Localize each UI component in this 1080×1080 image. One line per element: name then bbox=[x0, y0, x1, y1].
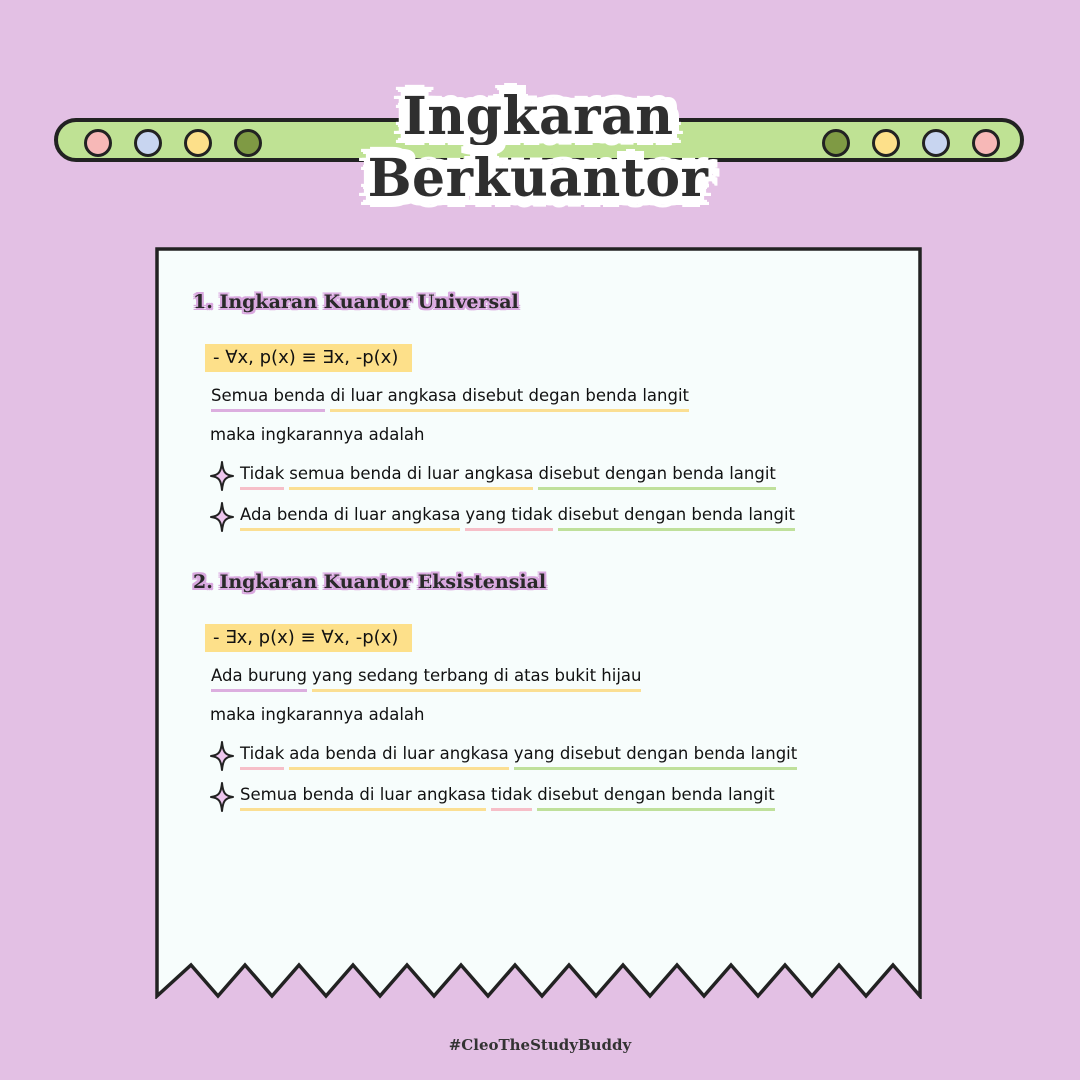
dot-green-right bbox=[822, 129, 850, 157]
sparkle-icon bbox=[210, 782, 234, 812]
bullet-part: yang tidak bbox=[465, 503, 552, 531]
bullet-part: disebut dengan benda langit bbox=[537, 783, 774, 811]
bullet-part: tidak bbox=[491, 783, 532, 811]
example-part: Semua benda bbox=[211, 384, 325, 412]
bullet-part: yang disebut dengan benda langit bbox=[514, 742, 797, 770]
section1-connector: maka ingkarannya adalah bbox=[210, 425, 425, 444]
paper-card bbox=[155, 247, 923, 999]
bullet-part: disebut dengan benda langit bbox=[558, 503, 795, 531]
title-line-1: Ingkaran bbox=[402, 86, 674, 147]
sparkle-icon bbox=[210, 461, 234, 491]
dot-green-left bbox=[234, 129, 262, 157]
dot-yellow-right bbox=[872, 129, 900, 157]
bullet-part: semua benda di luar angkasa bbox=[289, 462, 533, 490]
bullet-part: disebut dengan benda langit bbox=[538, 462, 775, 490]
dot-yellow-left bbox=[184, 129, 212, 157]
dot-pink-right bbox=[972, 129, 1000, 157]
section1-bullet-2 bbox=[210, 502, 795, 532]
example-part: di luar angkasa disebut degan benda langit bbox=[330, 384, 689, 412]
section1-formula: - ∀x, p(x) ≡ ∃x, -p(x) bbox=[205, 344, 412, 372]
section2-example bbox=[211, 664, 641, 692]
sparkle-icon bbox=[210, 741, 234, 771]
bullet-part: ada benda di luar angkasa bbox=[289, 742, 508, 770]
example-part: yang sedang terbang di atas bukit hijau bbox=[312, 664, 642, 692]
section2-bullet-1 bbox=[210, 741, 797, 771]
example-part: Ada burung bbox=[211, 664, 307, 692]
section1-title: 1. Ingkaran Kuantor Universal bbox=[193, 291, 519, 313]
dot-pink-left bbox=[84, 129, 112, 157]
section2-title: 2. Ingkaran Kuantor Eksistensial bbox=[193, 571, 547, 593]
bullet-part: Tidak bbox=[240, 462, 284, 490]
dot-blue-right bbox=[922, 129, 950, 157]
title-line-2: Berkuantor bbox=[367, 148, 709, 209]
section2-formula: - ∃x, p(x) ≡ ∀x, -p(x) bbox=[205, 624, 412, 652]
dot-blue-left bbox=[134, 129, 162, 157]
section1-bullet-1 bbox=[210, 461, 776, 491]
section1-example bbox=[211, 384, 689, 412]
bullet-part: Tidak bbox=[240, 742, 284, 770]
page-title bbox=[358, 78, 718, 218]
bullet-part: Semua benda di luar angkasa bbox=[240, 783, 486, 811]
footer-hashtag: #CleoTheStudyBuddy bbox=[448, 1036, 632, 1054]
section2-bullet-2 bbox=[210, 782, 775, 812]
bullet-part: Ada benda di luar angkasa bbox=[240, 503, 460, 531]
section2-connector: maka ingkarannya adalah bbox=[210, 705, 425, 724]
sparkle-icon bbox=[210, 502, 234, 532]
